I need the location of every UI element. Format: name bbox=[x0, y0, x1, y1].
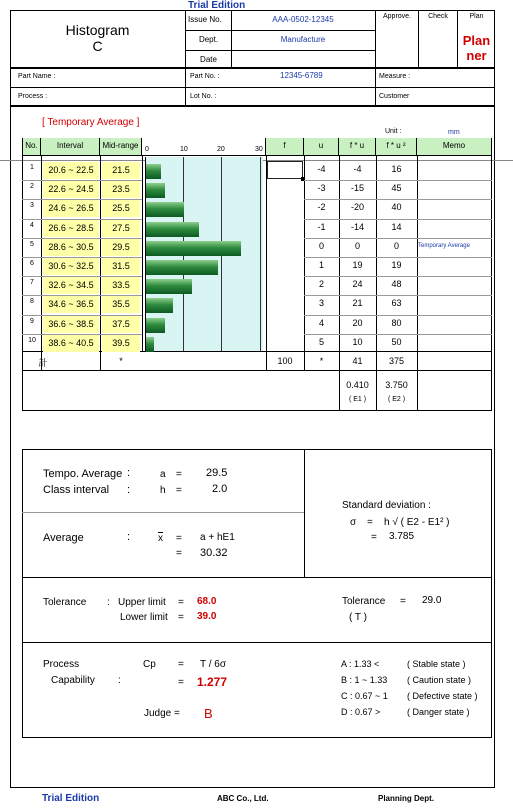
histogram-bar bbox=[146, 241, 241, 256]
row-fu: -15 bbox=[350, 183, 364, 194]
judge-value: B bbox=[204, 706, 213, 721]
dept-value[interactable]: Manufacture bbox=[280, 35, 326, 44]
row-no: 4 bbox=[30, 221, 34, 229]
row-no: 6 bbox=[30, 260, 34, 267]
t-label: ( T ) bbox=[349, 612, 367, 623]
col-header-axis bbox=[142, 138, 266, 155]
date-label: Date bbox=[200, 55, 217, 64]
row-f[interactable]: 5 bbox=[282, 183, 288, 194]
unit-value: mm bbox=[448, 129, 460, 136]
tolerance-equals: = bbox=[400, 596, 406, 607]
row-fu: 19 bbox=[352, 260, 363, 270]
h-symbol: h bbox=[160, 485, 166, 496]
trial-edition-banner: Trial Edition bbox=[188, 0, 246, 11]
row-fu2: 0 bbox=[393, 240, 399, 251]
planner-stamp: Plan ner bbox=[462, 33, 491, 63]
row-mid: 31.5 bbox=[102, 258, 140, 275]
unit-label: Unit : bbox=[385, 128, 402, 135]
sd-equals-2: = bbox=[371, 532, 377, 543]
sd-value: 3.785 bbox=[389, 531, 415, 542]
row-mid: 27.5 bbox=[102, 220, 140, 237]
lower-equals: = bbox=[178, 612, 184, 623]
row-no: 2 bbox=[30, 183, 34, 191]
tolerance-label: Tolerance bbox=[43, 597, 87, 608]
row-interval: 38.6 ~ 40.5 bbox=[43, 335, 99, 352]
totals-u: * bbox=[319, 356, 324, 366]
col-header-memo: Memo bbox=[417, 138, 491, 155]
row-interval: 32.6 ~ 34.5 bbox=[43, 277, 99, 294]
histogram-bar bbox=[146, 183, 165, 198]
tolerance-label-2: Tolerance bbox=[342, 596, 386, 607]
tempo-colon: : bbox=[127, 467, 131, 479]
row-memo: Temporary Average bbox=[418, 242, 470, 249]
capability-colon: : bbox=[118, 675, 121, 686]
e2-label: ( E2 ) bbox=[387, 396, 406, 403]
temporary-average-title: [ Temporary Average ] bbox=[42, 117, 140, 128]
row-fu2: 45 bbox=[391, 183, 402, 194]
process-label: Process : bbox=[18, 93, 48, 100]
row-u: -1 bbox=[317, 221, 326, 232]
histogram-bar bbox=[146, 222, 199, 237]
report-title: Histogram C bbox=[65, 22, 130, 54]
row-fu: -14 bbox=[350, 221, 364, 232]
capability-legend-key: B : 1 ~ 1.33 bbox=[341, 675, 388, 685]
row-fu2: 19 bbox=[391, 260, 402, 270]
histogram-bar bbox=[146, 279, 192, 294]
average-formula: a + hE1 bbox=[200, 532, 235, 543]
row-f[interactable]: 12 bbox=[279, 279, 290, 290]
average-label: Average bbox=[43, 532, 84, 544]
row-f[interactable]: 25 bbox=[279, 240, 290, 251]
cp-value: 1.277 bbox=[197, 675, 228, 689]
process-capability-label: Process bbox=[43, 659, 80, 670]
tolerance-colon: : bbox=[107, 597, 110, 608]
judge-label: Judge = bbox=[144, 708, 180, 719]
dept-label: Dept. bbox=[198, 35, 219, 44]
capability-legend-key: D : 0.67 > bbox=[341, 707, 381, 717]
class-colon: : bbox=[127, 484, 131, 496]
capability-legend-desc: ( Caution state ) bbox=[407, 675, 472, 685]
row-no: 5 bbox=[30, 240, 34, 248]
totals-fu2: 375 bbox=[388, 356, 405, 366]
col-header-fu: f * u bbox=[339, 138, 376, 155]
xbar-symbol: $\overline{x}$ bbox=[158, 533, 163, 544]
row-no: 10 bbox=[28, 336, 36, 344]
capability-legend-key: A : 1.33 < bbox=[341, 659, 380, 669]
row-u: 3 bbox=[318, 298, 324, 309]
a-equals: = bbox=[176, 469, 182, 480]
upper-limit-label: Upper limit bbox=[118, 597, 166, 608]
row-fu: 21 bbox=[352, 298, 363, 309]
row-u: -3 bbox=[317, 183, 326, 194]
lower-limit-label: Lower limit bbox=[120, 612, 168, 623]
row-mid: 39.5 bbox=[102, 335, 140, 352]
issue-no-value[interactable]: AAA-0502-12345 bbox=[272, 15, 334, 24]
part-no-value[interactable]: 12345-6789 bbox=[280, 71, 323, 80]
capability-legend-desc: ( Stable state ) bbox=[407, 659, 466, 669]
row-no: 9 bbox=[30, 317, 34, 325]
footer-company: ABC Co., Ltd. bbox=[217, 794, 269, 803]
e2-value: 3.750 bbox=[385, 380, 408, 390]
histogram-bar bbox=[146, 260, 218, 275]
row-fu: 0 bbox=[354, 240, 360, 251]
row-fu: 10 bbox=[352, 336, 363, 347]
row-fu2: 16 bbox=[391, 164, 402, 174]
histogram-bar bbox=[146, 202, 184, 217]
histogram-bar bbox=[146, 298, 173, 313]
row-mid: 29.5 bbox=[102, 239, 140, 256]
axis-tick-0: 0 bbox=[145, 146, 149, 153]
row-mid: 25.5 bbox=[102, 200, 140, 217]
row-f[interactable]: 5 bbox=[282, 317, 288, 328]
footer-trial-edition: Trial Edition bbox=[42, 793, 100, 804]
lower-limit-value: 39.0 bbox=[197, 611, 217, 622]
class-interval-label: Class interval bbox=[43, 484, 110, 496]
row-fu: 24 bbox=[352, 279, 363, 290]
a-symbol: a bbox=[160, 469, 166, 480]
totals-no: 計 bbox=[38, 358, 48, 368]
approve-label: Approve. bbox=[382, 13, 412, 20]
row-fu: -20 bbox=[350, 202, 364, 213]
footer-dept: Planning Dept. bbox=[378, 794, 434, 803]
col-header-no: No. bbox=[23, 138, 41, 155]
cp-formula: T / 6σ bbox=[200, 659, 226, 670]
average-value: 30.32 bbox=[200, 547, 228, 559]
part-name-label: Part Name : bbox=[18, 73, 56, 80]
row-mid: 37.5 bbox=[102, 316, 140, 333]
row-interval: 22.6 ~ 24.5 bbox=[43, 181, 99, 198]
upper-equals: = bbox=[178, 597, 184, 608]
row-no: 7 bbox=[30, 279, 34, 287]
axis-tick-10: 10 bbox=[180, 146, 188, 153]
row-no: 8 bbox=[30, 298, 34, 306]
check-label: Check bbox=[428, 13, 448, 20]
capability-legend-key: C : 0.67 ~ 1 bbox=[341, 691, 388, 701]
row-u: -4 bbox=[317, 164, 326, 174]
row-f[interactable]: 7 bbox=[282, 298, 288, 309]
row-f[interactable] bbox=[266, 164, 304, 174]
col-header-fu2: f * u ² bbox=[376, 138, 417, 155]
row-no: 3 bbox=[30, 202, 34, 210]
row-fu: -4 bbox=[353, 164, 362, 174]
row-fu2: 80 bbox=[391, 317, 402, 328]
row-mid: 33.5 bbox=[102, 277, 140, 294]
axis-tick-30: 30 bbox=[255, 146, 263, 153]
row-f[interactable]: 2 bbox=[282, 336, 288, 347]
cp-label: Cp bbox=[143, 659, 156, 670]
totals-f: 100 bbox=[277, 356, 293, 366]
row-mid: 21.5 bbox=[102, 162, 140, 179]
row-interval: 34.6 ~ 36.5 bbox=[43, 296, 99, 313]
sd-formula: h √ ( E2 - E1² ) bbox=[384, 517, 450, 528]
capability-label: Capability bbox=[51, 675, 95, 686]
histogram-bar bbox=[146, 164, 161, 179]
row-u: 2 bbox=[318, 279, 324, 290]
h-value: 2.0 bbox=[212, 483, 228, 495]
e1-value: 0.410 bbox=[346, 380, 369, 390]
histogram-bar bbox=[146, 337, 154, 352]
lot-no-label: Lot No. : bbox=[190, 93, 217, 100]
a-value: 29.5 bbox=[206, 467, 228, 479]
row-fu2: 48 bbox=[391, 279, 402, 290]
axis-tick-20: 20 bbox=[217, 146, 225, 153]
row-f[interactable]: 14 bbox=[279, 221, 290, 232]
cp-equals: = bbox=[178, 659, 184, 670]
measure-label: Measure : bbox=[379, 73, 411, 80]
capability-legend-desc: ( Defective state ) bbox=[407, 691, 478, 701]
col-header-interval: Interval bbox=[41, 138, 100, 155]
average-equals: = bbox=[176, 548, 182, 559]
row-interval: 24.6 ~ 26.5 bbox=[43, 200, 99, 217]
row-f[interactable]: 19 bbox=[279, 260, 290, 270]
row-mid: 23.5 bbox=[102, 181, 140, 198]
row-fu2: 63 bbox=[391, 298, 402, 309]
row-mid: 35.5 bbox=[102, 296, 140, 313]
histogram-bar bbox=[146, 318, 165, 333]
average-colon: : bbox=[127, 531, 131, 543]
row-interval: 36.6 ~ 38.5 bbox=[43, 316, 99, 333]
xbar-equals: = bbox=[176, 533, 182, 544]
col-header-f: f bbox=[266, 138, 304, 155]
row-u: -2 bbox=[317, 202, 326, 213]
h-equals: = bbox=[176, 485, 182, 496]
customer-label: Customer bbox=[379, 93, 410, 100]
e1-label: ( E1 ) bbox=[348, 396, 367, 403]
row-u: 1 bbox=[318, 260, 324, 270]
row-interval: 28.6 ~ 30.5 bbox=[43, 239, 99, 256]
col-header-u: u bbox=[304, 138, 339, 155]
row-fu2: 40 bbox=[391, 202, 402, 213]
row-interval: 26.6 ~ 28.5 bbox=[43, 220, 99, 237]
sd-equals: = bbox=[367, 517, 373, 528]
part-no-label: Part No. : bbox=[190, 73, 220, 80]
row-u: 4 bbox=[318, 317, 324, 328]
col-header-mid: Mid-range bbox=[100, 138, 142, 155]
row-fu: 20 bbox=[352, 317, 363, 328]
standard-deviation-label: Standard deviation : bbox=[342, 500, 431, 511]
tolerance-value: 29.0 bbox=[422, 595, 442, 606]
row-fu2: 14 bbox=[391, 221, 402, 232]
sigma-symbol: σ bbox=[350, 517, 357, 528]
row-u: 0 bbox=[318, 240, 324, 251]
row-f[interactable]: 10 bbox=[279, 202, 290, 213]
cp-equals-2: = bbox=[178, 677, 184, 688]
upper-limit-value: 68.0 bbox=[197, 596, 217, 607]
totals-mid: * bbox=[119, 356, 123, 366]
capability-legend-desc: ( Danger state ) bbox=[407, 707, 470, 717]
row-fu2: 50 bbox=[391, 336, 402, 347]
totals-fu: 41 bbox=[352, 356, 363, 366]
plan-label: Plan bbox=[469, 13, 484, 20]
issue-no-label: Issue No. bbox=[188, 15, 222, 24]
row-no: 1 bbox=[30, 164, 34, 171]
row-interval: 30.6 ~ 32.5 bbox=[43, 258, 99, 275]
row-interval: 20.6 ~ 22.5 bbox=[43, 162, 99, 179]
row-u: 5 bbox=[318, 336, 324, 347]
tempo-average-label: Tempo. Average bbox=[43, 468, 123, 480]
